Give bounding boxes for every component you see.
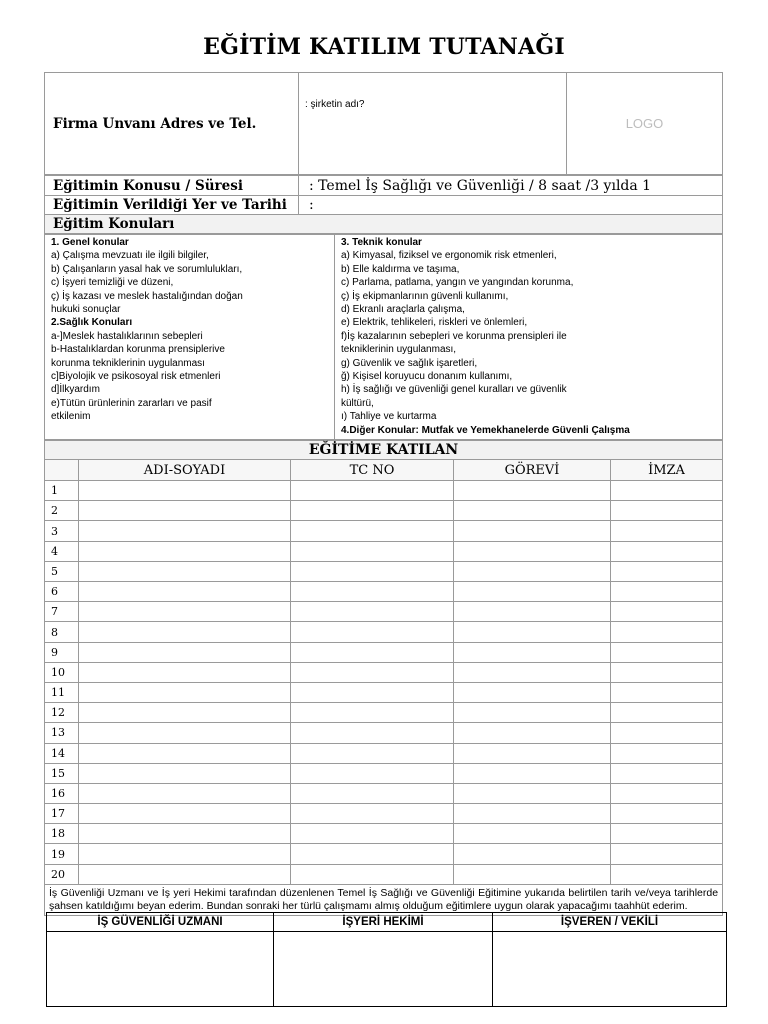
name-cell[interactable]	[79, 481, 291, 501]
name-cell[interactable]	[79, 763, 291, 783]
topic-line: e)Tütün ürünlerinin zararları ve pasif	[51, 397, 212, 409]
tc-cell[interactable]	[291, 521, 454, 541]
tc-cell[interactable]	[291, 501, 454, 521]
konu-value[interactable]: : Temel İş Sağlığı ve Güvenliği / 8 saat /3 yılda 1	[299, 176, 723, 196]
signature-box-uzman[interactable]	[47, 932, 274, 1007]
col-gorevi: GÖREVİ	[454, 460, 611, 481]
topic-line: d) Ekranlı araçlarla çalışma,	[341, 304, 465, 316]
signature-cell[interactable]	[611, 622, 723, 642]
name-cell[interactable]	[79, 501, 291, 521]
col-adi-soyadi: ADI-SOYADI	[79, 460, 291, 481]
row-number: 5	[45, 561, 79, 581]
signature-head-uzman: İŞ GÜVENLİĞİ UZMANI	[47, 913, 274, 932]
participant-row	[45, 541, 723, 561]
name-cell[interactable]	[79, 824, 291, 844]
participant-row	[45, 662, 723, 682]
role-cell[interactable]	[454, 864, 611, 884]
row-number: 15	[45, 763, 79, 783]
role-cell[interactable]	[454, 602, 611, 622]
participant-row	[45, 703, 723, 723]
name-cell[interactable]	[79, 541, 291, 561]
logo-placeholder: LOGO	[567, 73, 723, 175]
topic-line: tekniklerinin uygulanması,	[341, 344, 457, 356]
topic-line: 2.Sağlık Konuları	[51, 317, 133, 329]
topics-table	[44, 234, 723, 440]
row-number: 11	[45, 682, 79, 702]
role-cell[interactable]	[454, 582, 611, 602]
participant-row	[45, 783, 723, 803]
firma-row	[45, 73, 723, 175]
tc-cell[interactable]	[291, 662, 454, 682]
tc-cell[interactable]	[291, 824, 454, 844]
konu-table	[44, 175, 723, 234]
participant-row	[45, 481, 723, 501]
name-cell[interactable]	[79, 521, 291, 541]
role-cell[interactable]	[454, 723, 611, 743]
tc-cell[interactable]	[291, 622, 454, 642]
tc-cell[interactable]	[291, 783, 454, 803]
tc-cell[interactable]	[291, 541, 454, 561]
participant-row	[45, 723, 723, 743]
row-number: 16	[45, 783, 79, 803]
participants-table	[44, 440, 723, 916]
firma-label: Firma Unvanı Adres ve Tel.	[45, 73, 299, 175]
signature-cell[interactable]	[611, 481, 723, 501]
name-cell[interactable]	[79, 682, 291, 702]
konular-heading: Eğitim Konuları	[45, 215, 723, 234]
katilan-heading: EĞİTİME KATILAN	[45, 441, 723, 460]
role-cell[interactable]	[454, 763, 611, 783]
left-topics-list	[45, 235, 335, 440]
topic-line: 3. Teknik konular	[341, 237, 422, 248]
participant-row	[45, 824, 723, 844]
participant-row	[45, 602, 723, 622]
tc-cell[interactable]	[291, 864, 454, 884]
tc-cell[interactable]	[291, 481, 454, 501]
topic-line: b-Hastalıklardan korunma prensiplerive	[51, 344, 225, 356]
topic-line: ç) İş ekipmanlarının güvenli kullanımı,	[341, 290, 509, 302]
signature-cell[interactable]	[611, 824, 723, 844]
topic-line: b) Elle kaldırma ve taşıma,	[341, 263, 460, 275]
topic-line: korunma tekniklerinin uygulanması	[51, 357, 205, 369]
signature-cell[interactable]	[611, 743, 723, 763]
form-sheet	[44, 72, 722, 916]
col-tc-no: TC NO	[291, 460, 454, 481]
topic-line: 1. Genel konular	[51, 237, 129, 248]
name-cell[interactable]	[79, 561, 291, 581]
signature-cell[interactable]	[611, 723, 723, 743]
topic-line: a) Kimyasal, fiziksel ve ergonomik risk etmenleri,	[341, 250, 557, 262]
topic-line: g) Güvenlik ve sağlık işaretleri,	[341, 357, 478, 369]
row-number: 2	[45, 501, 79, 521]
signature-cell[interactable]	[611, 521, 723, 541]
participant-row	[45, 844, 723, 864]
name-cell[interactable]	[79, 783, 291, 803]
signature-box-isveren[interactable]	[493, 932, 727, 1007]
row-number: 17	[45, 804, 79, 824]
row-number: 7	[45, 602, 79, 622]
role-cell[interactable]	[454, 844, 611, 864]
signature-head-hekim: İŞYERİ HEKİMİ	[274, 913, 493, 932]
signature-cell[interactable]	[611, 541, 723, 561]
name-cell[interactable]	[79, 602, 291, 622]
topic-line: ç) İş kazası ve meslek hastalığından doğan	[51, 290, 243, 302]
topic-line: a-]Meslek hastalıklarının sebepleri	[51, 330, 203, 342]
signature-cell[interactable]	[611, 804, 723, 824]
name-cell[interactable]	[79, 582, 291, 602]
signature-cell[interactable]	[611, 662, 723, 682]
role-cell[interactable]	[454, 481, 611, 501]
signature-cell[interactable]	[611, 642, 723, 662]
topic-line: b) Çalışanların yasal hak ve sorumlulukları,	[51, 263, 243, 275]
yer-row	[45, 196, 723, 215]
row-number: 10	[45, 662, 79, 682]
yer-value[interactable]: :	[299, 196, 723, 215]
name-cell[interactable]	[79, 844, 291, 864]
right-topics-list	[335, 235, 723, 440]
name-cell[interactable]	[79, 642, 291, 662]
tc-cell[interactable]	[291, 723, 454, 743]
topic-line: c]Biyolojik ve psikosoyal risk etmenleri	[51, 371, 221, 383]
yer-label: Eğitimin Verildiği Yer ve Tarihi	[45, 196, 299, 215]
signature-cell[interactable]	[611, 602, 723, 622]
topic-line: etkilenim	[51, 411, 91, 423]
signature-section	[46, 912, 726, 1007]
signature-cell[interactable]	[611, 864, 723, 884]
row-number: 8	[45, 622, 79, 642]
row-number: 18	[45, 824, 79, 844]
role-cell[interactable]	[454, 824, 611, 844]
signature-cell[interactable]	[611, 561, 723, 581]
tc-cell[interactable]	[291, 602, 454, 622]
signature-cell[interactable]	[611, 763, 723, 783]
row-number: 9	[45, 642, 79, 662]
participant-row	[45, 521, 723, 541]
topic-line: kültürü,	[341, 397, 374, 409]
column-header-row	[45, 460, 723, 481]
role-cell[interactable]	[454, 521, 611, 541]
role-cell[interactable]	[454, 804, 611, 824]
role-cell[interactable]	[454, 561, 611, 581]
topic-line: ı) Tahliye ve kurtarma	[341, 411, 437, 423]
participant-row	[45, 501, 723, 521]
row-number: 4	[45, 541, 79, 561]
topic-line: d]İlkyardım	[51, 384, 100, 396]
participant-row	[45, 622, 723, 642]
row-number: 1	[45, 481, 79, 501]
name-cell[interactable]	[79, 703, 291, 723]
tc-cell[interactable]	[291, 743, 454, 763]
topic-line: a) Çalışma mevzuatı ile ilgili bilgiler,	[51, 250, 209, 262]
signature-cell[interactable]	[611, 582, 723, 602]
document-title: EĞİTİM KATILIM TUTANAĞI	[203, 34, 565, 60]
name-cell[interactable]	[79, 662, 291, 682]
topic-line: f)İş kazalarının sebepleri ve korunma prensipleri ile	[341, 330, 567, 342]
name-cell[interactable]	[79, 864, 291, 884]
role-cell[interactable]	[454, 501, 611, 521]
topic-line: hukuki sonuçlar	[51, 304, 121, 316]
role-cell[interactable]	[454, 541, 611, 561]
role-cell[interactable]	[454, 622, 611, 642]
row-number: 3	[45, 521, 79, 541]
role-cell[interactable]	[454, 642, 611, 662]
participant-row	[45, 864, 723, 884]
tc-cell[interactable]	[291, 844, 454, 864]
participant-row	[45, 743, 723, 763]
tc-cell[interactable]	[291, 703, 454, 723]
participant-row	[45, 763, 723, 783]
signature-box-hekim[interactable]	[274, 932, 493, 1007]
declaration-text: İş Güvenliği Uzmanı ve İş yeri Hekimi tarafından düzenlenen Temel İş Sağlığı ve Güvenliği Eğitimine yukarıda belirtilen tarih ve/veya tarihlerde şahsen katıldığımı beyan ederim. Bundan sonraki her türlü çalışmamı almış olduğum eğitimlere uygun olarak yapacağımı taahhüt ederim.	[45, 884, 723, 915]
signature-head-isveren: İŞVEREN / VEKİLİ	[493, 913, 727, 932]
name-cell[interactable]	[79, 804, 291, 824]
name-cell[interactable]	[79, 743, 291, 763]
row-number: 12	[45, 703, 79, 723]
role-cell[interactable]	[454, 662, 611, 682]
info-table	[44, 72, 723, 175]
signature-cell[interactable]	[611, 783, 723, 803]
topic-line: h) İş sağlığı ve güvenliği genel kuralları ve güvenlik	[341, 384, 567, 396]
row-number: 20	[45, 864, 79, 884]
tc-cell[interactable]	[291, 561, 454, 581]
tc-cell[interactable]	[291, 642, 454, 662]
row-number: 19	[45, 844, 79, 864]
signature-cell[interactable]	[611, 844, 723, 864]
konu-row	[45, 176, 723, 196]
participant-row	[45, 582, 723, 602]
signature-cell[interactable]	[611, 703, 723, 723]
topic-line: 4.Diğer Konular: Mutfak ve Yemekhanelerde Güvenli Çalışma	[341, 424, 630, 436]
topic-line: c) İşyeri temizliği ve düzeni,	[51, 277, 174, 289]
row-number: 13	[45, 723, 79, 743]
name-cell[interactable]	[79, 622, 291, 642]
participant-row	[45, 804, 723, 824]
participant-row	[45, 682, 723, 702]
tc-cell[interactable]	[291, 682, 454, 702]
firma-value[interactable]: : şirketin adı?	[299, 73, 567, 175]
topic-line: c) Parlama, patlama, yangın ve yangından korunma,	[341, 277, 574, 289]
signature-cell[interactable]	[611, 682, 723, 702]
role-cell[interactable]	[454, 783, 611, 803]
participant-row	[45, 642, 723, 662]
signature-cell[interactable]	[611, 501, 723, 521]
row-number: 6	[45, 582, 79, 602]
tc-cell[interactable]	[291, 763, 454, 783]
tc-cell[interactable]	[291, 582, 454, 602]
topic-line: e) Elektrik, tehlikeleri, riskleri ve önlemleri,	[341, 317, 528, 329]
topic-line: ğ) Kişisel koruyucu donanım kullanımı,	[341, 371, 513, 383]
role-cell[interactable]	[454, 703, 611, 723]
name-cell[interactable]	[79, 723, 291, 743]
col-imza: İMZA	[611, 460, 723, 481]
konu-label: Eğitimin Konusu / Süresi	[45, 176, 299, 196]
tc-cell[interactable]	[291, 804, 454, 824]
role-cell[interactable]	[454, 682, 611, 702]
role-cell[interactable]	[454, 743, 611, 763]
row-number: 14	[45, 743, 79, 763]
signature-table	[46, 912, 727, 1007]
participant-row	[45, 561, 723, 581]
